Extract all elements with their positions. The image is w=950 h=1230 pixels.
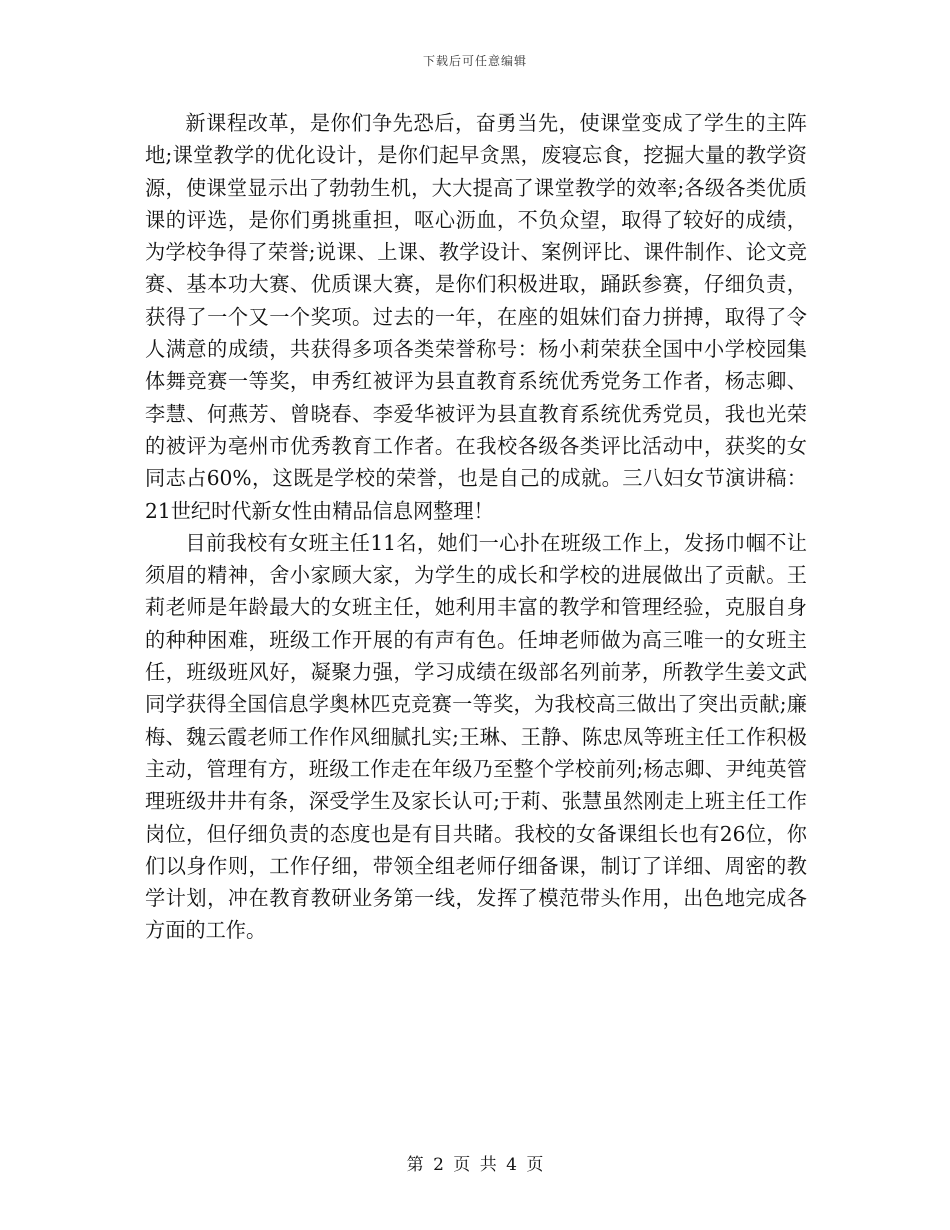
document-body — [145, 107, 807, 947]
page-header: 下载后可任意编辑 — [422, 54, 527, 68]
paragraph-2: 目前我校有女班主任11名，她们一心扑在班级工作上，发扬巾帼不让须眉的精神，舍小家顾大家，为学生的成长和学校的进展做出了贡献。王莉老师是年龄最大的女班主任，她利用丰富的教学和管理经验，克服自身的种种困难，班级工作开展的有声有色。任坤老师做为高三唯一的女班主任，班级班风好，凝聚力强，学习成绩在级部名列前茅，所教学生姜文武同学获得全国信息学奥林匹克竞赛一等奖，为我校高三做出了突出贡献;廉梅、魏云霞老师工作作风细腻扎实;王琳、王静、陈忠凤等班主任工作积极主动，管理有方，班级工作走在年级乃至整个学校前列;杨志卿、尹纯英管理班级井井有条，深受学生及家长认可;于莉、张慧虽然刚走上班主任工作岗位，但仔细负责的态度也是有目共睹。我校的女备课组长也有26位，你们以身作则，工作仔细，带领全组老师仔细备课，制订了详细、周密的教学计划，冲在教育教研业务第一线，发挥了模范带头作用，出色地完成各方面的工作。 — [145, 530, 807, 943]
paragraph-1: 新课程改革，是你们争先恐后，奋勇当先，使课堂变成了学生的主阵地;课堂教学的优化设计，是你们起早贪黑，废寝忘食，挖掘大量的教学资源，使课堂显示出了勃勃生机，大大提高了课堂教学的效率;各级各类优质课的评选，是你们勇挑重担，呕心沥血，不负众望，取得了较好的成绩，为学校争得了荣誉;说课、上课、教学设计、案例评比、课件制作、论文竞赛、基本功大赛、优质课大赛，是你们积极进取，踊跃参赛，仔细负责，获得了一个又一个奖项。过去的一年，在座的姐妹们奋力拼搏，取得了令人满意的成绩，共获得多项各类荣誉称号：杨小莉荣获全国中小学校园集体舞竞赛一等奖，申秀红被评为县直教育系统优秀党务工作者，杨志卿、李慧、何燕芳、曾晓春、李爱华被评为县直教育系统优秀党员，我也光荣的被评为亳州市优秀教育工作者。在我校各级各类评比活动中，获奖的女同志占60%，这既是学校的荣誉，也是自己的成就。三八妇女节演讲稿：21世纪时代新女性由精品信息网整理！ — [145, 111, 807, 523]
page-footer: 第 2 页 共 4 页 — [406, 1155, 544, 1175]
